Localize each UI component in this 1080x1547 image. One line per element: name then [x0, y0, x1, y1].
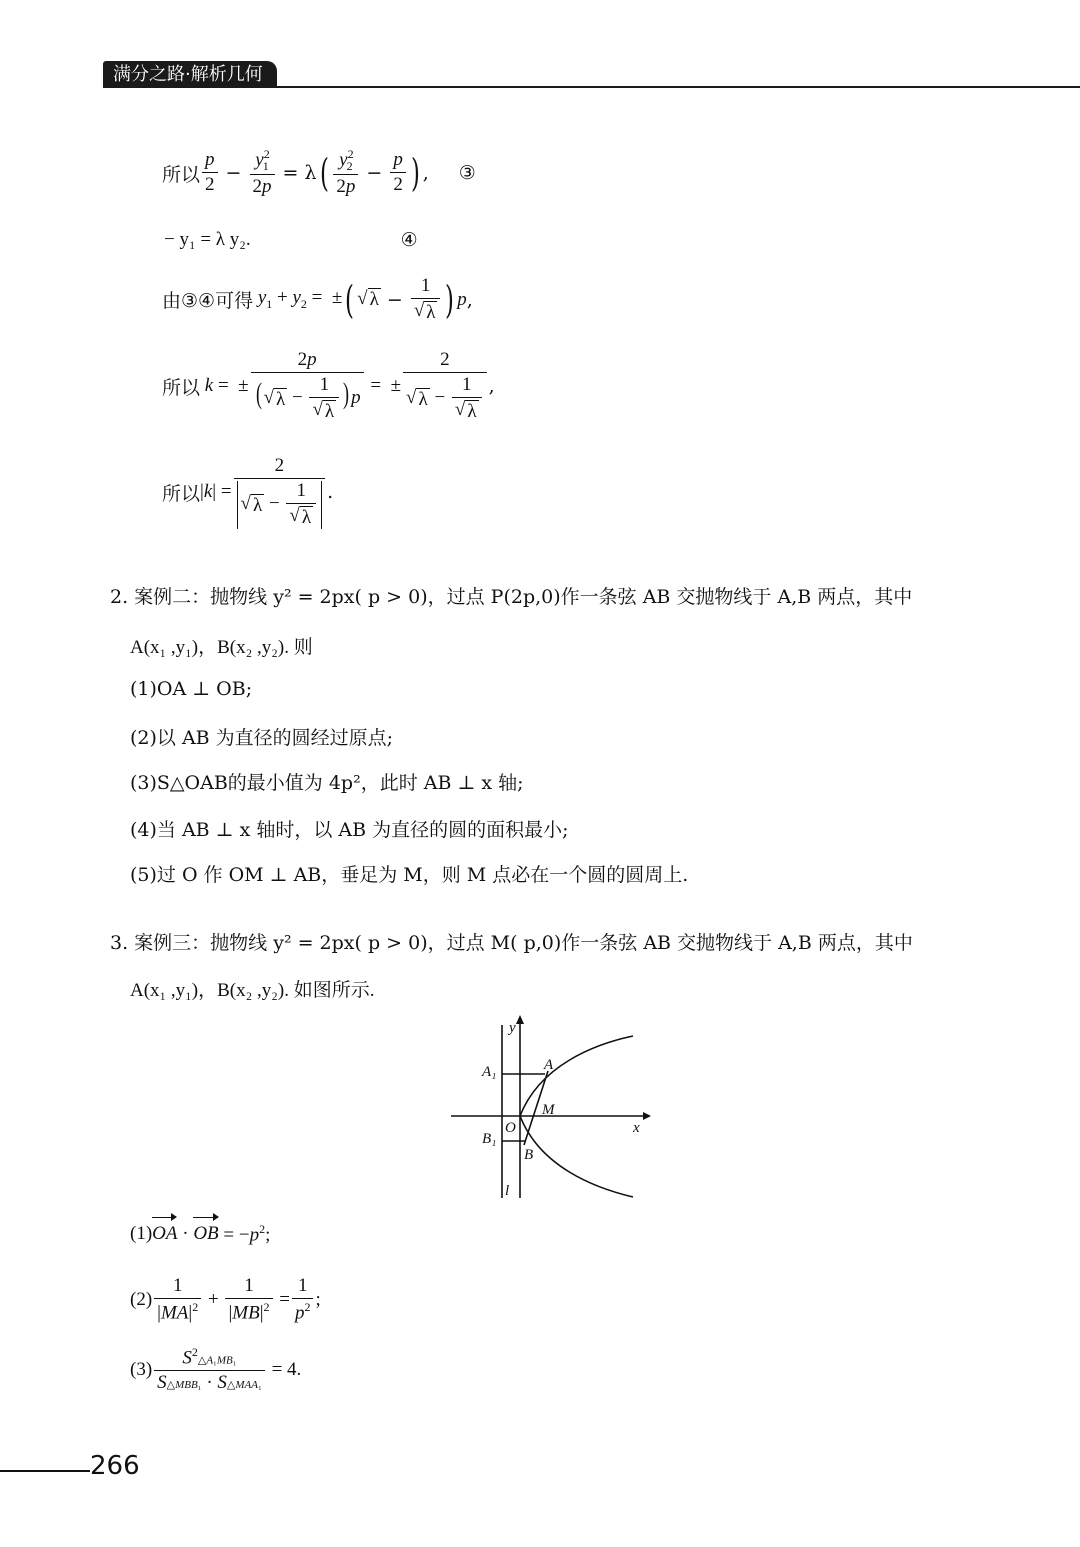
result-3-prefix: (3) [130, 1359, 153, 1381]
label-A1: A₁ [482, 1064, 497, 1080]
equation-3: 所以 $\frac{p}{2}$ − $\frac{y^2_1}{2p}$ = λ ( $\frac{y^2_2}{2p}$ − $\frac{p}{2}$ ) , ③ [162, 147, 476, 198]
page-number: 266 [90, 1451, 140, 1481]
case2-heading: 2. 案例二：抛物线 y² = 2px( p > 0)，过点 P(2p,0)作一条弦 AB 交抛物线于 A,B 两点，其中 [110, 586, 913, 608]
header-rule [103, 86, 1080, 88]
y-axis-arrow [516, 1015, 524, 1024]
case2-item-4: (4)当 AB ⊥ x 轴时，以 AB 为直径的圆的面积最小; [130, 819, 569, 841]
header-title: 满分之路·解析几何 [103, 61, 277, 88]
case3-line2: A(x₁ ,y₁)，B(x₂ ,y₂). 如图所示. [130, 980, 375, 1001]
result-2: (2) $\frac{1}{|MA|^2}$ + $\frac{1}{|MB|^2}$ = $\frac{1}{p^2}$ ; [130, 1275, 321, 1324]
eq4-text: − y₁ = λ y₂. [164, 229, 251, 250]
case2-line2: A(x₁ ,y₁)，B(x₂ ,y₂). 则 [130, 637, 313, 658]
label-A: A [544, 1057, 554, 1073]
eq7-prefix: 所以 [162, 482, 201, 505]
label-x: x [633, 1120, 640, 1136]
label-B1: B₁ [482, 1131, 497, 1147]
equation-4 [164, 229, 418, 251]
eq6-prefix: 所以 [162, 376, 201, 399]
result-1-prefix: (1) [130, 1223, 153, 1245]
label-l: l [505, 1183, 510, 1199]
eq3-tag: ③ [458, 162, 476, 185]
parabola-figure [445, 1010, 655, 1210]
equation-7: 所以 |k| = 2 √ λ − 1 √ λ . [162, 455, 334, 528]
x-axis-arrow [643, 1112, 651, 1120]
equation-6: 所以 k = ± 2p ( √ λ − 1 √ λ ) p = ± 2 √ λ − 1 √ λ , [162, 349, 495, 422]
case2-item-2: (2)以 AB 为直径的圆经过原点; [130, 727, 394, 749]
label-M: M [542, 1102, 555, 1118]
label-y: y [509, 1020, 516, 1036]
case2-item-5: (5)过 O 作 OM ⊥ AB，垂足为 M，则 M 点必在一个圆的圆周上. [130, 864, 689, 886]
result-2-prefix: (2) [130, 1289, 153, 1311]
case2-item-3: (3)S△OAB的最小值为 4p²，此时 AB ⊥ x 轴; [130, 772, 524, 794]
result-1: (1) OA · OB = $-p^2$; [130, 1222, 271, 1246]
case2-item-1: (1)OA ⊥ OB; [130, 678, 253, 700]
label-O: O [505, 1120, 516, 1136]
page-number-rule [0, 1470, 90, 1472]
eq3-prefix: 所以 [162, 163, 201, 186]
equation-5: 由③④可得 $y_1 + y_2$ = ± ( √ λ − 1 √ λ ) p , [162, 275, 473, 323]
label-B: B [524, 1147, 534, 1163]
result-3: (3) $\frac{S^2\triangle A_1MB_1}{\text{S△MBB₁ · S△MAA₁}}$ = 4. [130, 1345, 302, 1394]
eq4-tag: ④ [400, 229, 418, 251]
eq5-prefix: 由③④可得 [162, 290, 254, 313]
case3-heading: 3. 案例三：抛物线 y² = 2px( p > 0)，过点 M( p,0)作一条弦 AB 交抛物线于 A,B 两点，其中 [110, 932, 913, 954]
